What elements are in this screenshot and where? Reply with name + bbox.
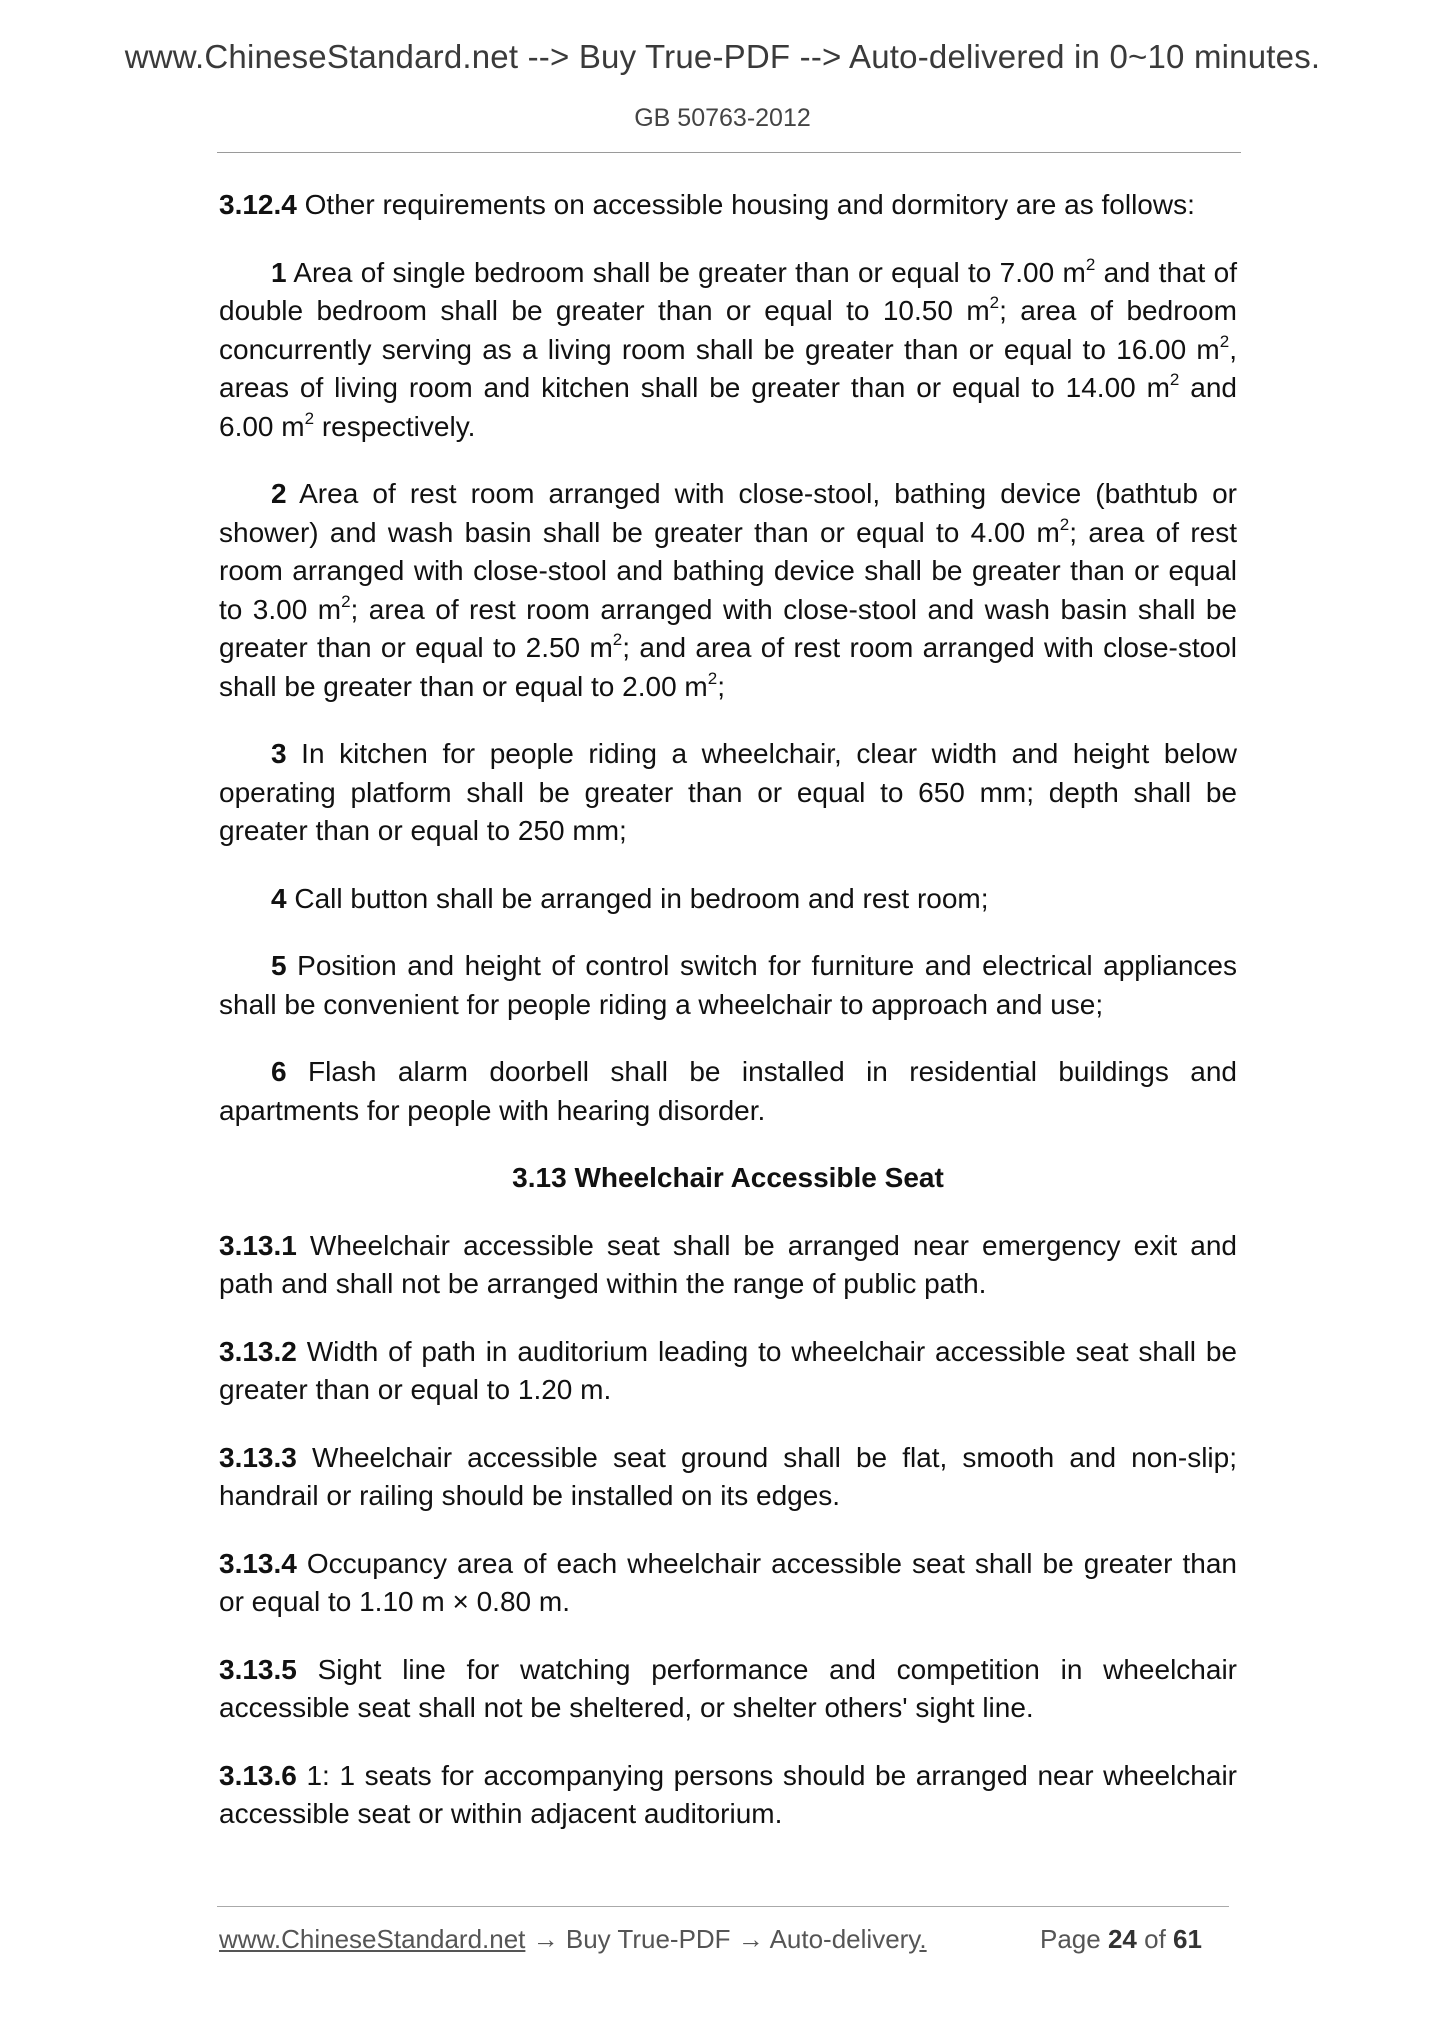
clause-number: 3.13.5 (219, 1653, 297, 1685)
header-banner: www.ChineseStandard.net --> Buy True-PDF --> Auto-delivered in 0~10 minutes. (124, 38, 1321, 75)
of-label: of (1144, 1924, 1166, 1954)
clause-number: 3.12.4 (219, 189, 297, 220)
list-item-4: 4 Call button shall be arranged in bedroom and rest room; (271, 882, 989, 914)
header-divider (217, 152, 1241, 153)
item-number: 1 (271, 256, 287, 288)
list-item-1: 1 Area of single bedroom shall be greater than or equal to 7.00 $m^2$ and that of double bedroom shall be greater than or equal to 10.50 $m^2$; area of bedroom concurrently serving as a living room shall be greater than or equal to 16.00 $m^2$, areas of living room and kitchen shall be greater than or equal to 14.00 $m^2$ and 6.00 $m^2$ respectively. (219, 254, 1237, 442)
clause-3-13-5: 3.13.5 Sight line for watching performance and competition in wheelchair accessible seat shall not be sheltered, or shelter others' sight line. (219, 1653, 1237, 1723)
clause-3-13-2: 3.13.2 Width of path in auditorium leading to wheelchair accessible seat shall be greater than or equal to 1.20 m. (219, 1335, 1237, 1405)
footer-dot: . (919, 1924, 927, 1954)
item-number: 6 (271, 1056, 287, 1087)
page-content (219, 186, 1237, 1834)
item-number: 3 (271, 738, 287, 769)
item-number: 2 (271, 478, 287, 509)
item-number: 4 (271, 882, 287, 914)
document-id: GB 50763-2012 (634, 104, 811, 132)
list-item-6: 6 Flash alarm doorbell shall be installed in residential buildings and apartments for people with hearing disorder. (219, 1056, 1237, 1126)
clause-number: 3.13.2 (219, 1335, 297, 1367)
footer-divider (217, 1906, 1229, 1907)
list-item-5: 5 Position and height of control switch for furniture and electrical appliances shall be convenient for people riding a wheelchair to approach and use; (219, 950, 1237, 1020)
clause-3-13-3: 3.13.3 Wheelchair accessible seat ground shall be flat, smooth and non-slip; handrail or railing should be installed on its edges. (219, 1441, 1237, 1511)
clause-number: 3.13.1 (219, 1229, 297, 1261)
footer-site-link[interactable]: www.ChineseStandard.net (219, 1924, 526, 1954)
clause-3-13-6: 3.13.6 1: 1 seats for accompanying persons should be arranged near wheelchair accessible seat or within adjacent auditorium. (219, 1759, 1237, 1829)
clause-3-13-1: 3.13.1 Wheelchair accessible seat shall be arranged near emergency exit and path and shall not be arranged within the range of public path. (219, 1229, 1237, 1299)
footer-tagline: → Buy True-PDF → Auto-delivery (525, 1924, 920, 1954)
clause-3-13-4: 3.13.4 Occupancy area of each wheelchair accessible seat shall be greater than or equal to 1.10 m × 0.80 m. (219, 1547, 1237, 1617)
item-number: 5 (271, 950, 287, 981)
list-item-3: 3 In kitchen for people riding a wheelchair, clear width and height below operating platform shall be greater than or equal to 650 mm; depth shall be greater than or equal to 250 mm; (219, 738, 1237, 846)
list-item-2: 2 Area of rest room arranged with close-stool, bathing device (bathtub or shower) and wash basin shall be greater than or equal to 4.00 $m^2$; area of rest room arranged with close-stool and bathing device shall be greater than or equal to 3.00 $m^2$; area of rest room arranged with close-stool and wash basin shall be greater than or equal to 2.50 $m^2$; and area of rest room arranged with close-stool shall be greater than or equal to 2.00 $m^2$; (219, 478, 1238, 702)
clause-number: 3.13.4 (219, 1547, 297, 1579)
clause-3-12-4 (219, 186, 1237, 225)
page-total: 61 (1173, 1924, 1202, 1954)
footer-link-group (219, 1924, 927, 1955)
clause-text: Other requirements on accessible housing and dormitory are as follows: (296, 189, 1195, 220)
section-heading: 3.13 Wheelchair Accessible Seat (512, 1162, 944, 1193)
page-label: Page (1040, 1924, 1101, 1954)
clause-number: 3.13.3 (219, 1441, 297, 1473)
page-number: 24 (1107, 1924, 1137, 1954)
page-indicator (1040, 1924, 1202, 1955)
clause-number: 3.13.6 (219, 1759, 297, 1791)
